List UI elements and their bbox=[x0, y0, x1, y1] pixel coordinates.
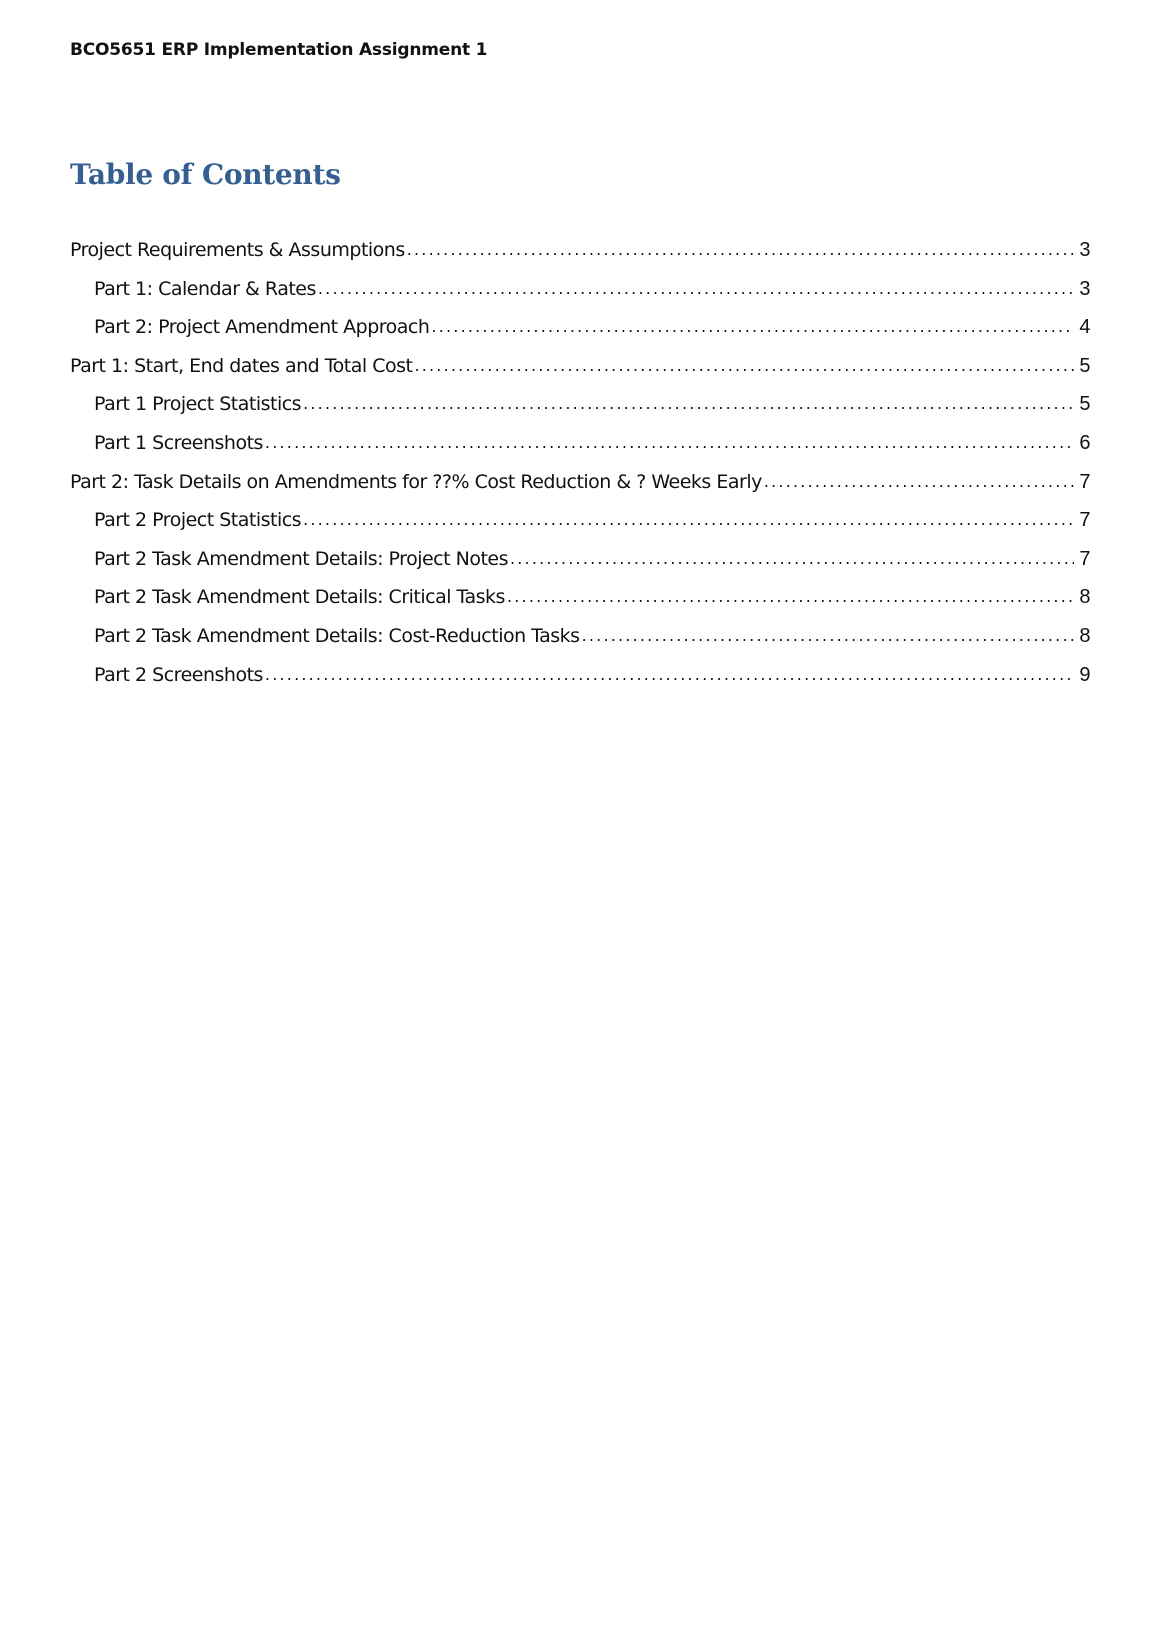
toc-entry-part2-task-details[interactable] bbox=[70, 471, 1090, 510]
toc-entry-page-number: 9 bbox=[1079, 663, 1090, 686]
table-of-contents bbox=[70, 239, 1090, 702]
toc-entry-label: Part 2 Screenshots bbox=[94, 663, 263, 686]
dot-leader bbox=[265, 663, 1074, 683]
toc-entry-label: Part 2 Task Amendment Details: Critical Tasks bbox=[94, 586, 505, 609]
toc-entry-label: Part 1: Calendar & Rates bbox=[94, 277, 316, 300]
toc-entry-part2-screenshots[interactable] bbox=[70, 664, 1090, 703]
toc-entry-label: Project Requirements & Assumptions bbox=[70, 239, 405, 261]
toc-entry-part1-statistics[interactable] bbox=[70, 393, 1090, 432]
toc-entry-page-number: 6 bbox=[1079, 431, 1090, 454]
toc-entry-label: Part 2: Project Amendment Approach bbox=[94, 316, 430, 339]
toc-entry-amendment-approach[interactable] bbox=[70, 316, 1090, 355]
dot-leader bbox=[265, 431, 1074, 451]
dot-leader bbox=[303, 508, 1074, 528]
toc-title: Table of Contents bbox=[70, 158, 341, 191]
toc-entry-part1-screenshots[interactable] bbox=[70, 432, 1090, 471]
toc-entry-page-number: 5 bbox=[1079, 393, 1090, 416]
toc-entry-page-number: 3 bbox=[1079, 239, 1090, 261]
toc-entry-label: Part 1 Screenshots bbox=[94, 431, 263, 454]
dot-leader bbox=[507, 585, 1074, 605]
toc-entry-page-number: 5 bbox=[1079, 354, 1090, 377]
toc-entry-page-number: 4 bbox=[1079, 316, 1090, 339]
toc-entry-page-number: 7 bbox=[1079, 470, 1090, 493]
dot-leader bbox=[431, 315, 1074, 335]
toc-entry-project-requirements[interactable] bbox=[70, 239, 1090, 278]
dot-leader bbox=[318, 277, 1074, 297]
toc-entry-label: Part 1 Project Statistics bbox=[94, 393, 302, 416]
toc-entry-label: Part 2 Project Statistics bbox=[94, 509, 302, 532]
dot-leader bbox=[764, 470, 1074, 490]
dot-leader bbox=[414, 354, 1074, 374]
toc-entry-calendar-rates[interactable] bbox=[70, 278, 1090, 317]
toc-entry-label: Part 2 Task Amendment Details: Project Notes bbox=[94, 547, 508, 570]
toc-entry-label: Part 2 Task Amendment Details: Cost-Reduction Tasks bbox=[94, 624, 580, 647]
toc-entry-page-number: 8 bbox=[1079, 586, 1090, 609]
dot-leader bbox=[407, 238, 1074, 258]
toc-entry-part1-dates-cost[interactable] bbox=[70, 355, 1090, 394]
running-header: BCO5651 ERP Implementation Assignment 1 bbox=[70, 40, 488, 60]
toc-entry-page-number: 7 bbox=[1079, 547, 1090, 570]
toc-entry-part2-statistics[interactable] bbox=[70, 509, 1090, 548]
toc-entry-part2-cost-reduction-tasks[interactable] bbox=[70, 625, 1090, 664]
toc-entry-page-number: 7 bbox=[1079, 509, 1090, 532]
dot-leader bbox=[582, 624, 1074, 644]
dot-leader bbox=[510, 547, 1074, 567]
toc-entry-label: Part 1: Start, End dates and Total Cost bbox=[70, 354, 413, 377]
toc-entry-part2-project-notes[interactable] bbox=[70, 548, 1090, 587]
toc-entry-label: Part 2: Task Details on Amendments for ??% Cost Reduction & ? Weeks Early bbox=[70, 470, 762, 493]
toc-entry-page-number: 3 bbox=[1079, 277, 1090, 300]
toc-entry-page-number: 8 bbox=[1079, 624, 1090, 647]
dot-leader bbox=[303, 392, 1074, 412]
toc-entry-part2-critical-tasks[interactable] bbox=[70, 586, 1090, 625]
